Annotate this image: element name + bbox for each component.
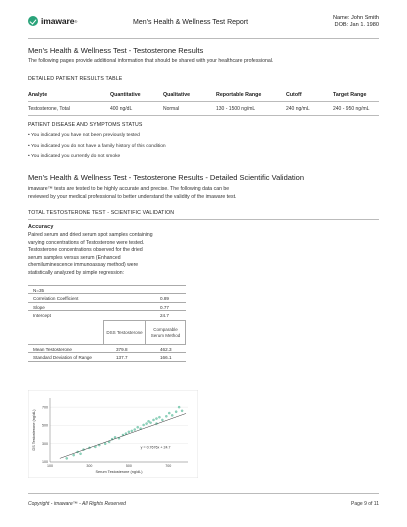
results-table-header — [28, 88, 379, 102]
list-item: • You indicated you currently do not smoke — [28, 154, 121, 160]
trendline-equation: y = 0.7676x + 24.7 — [140, 445, 171, 450]
col-target-range: Target Range — [333, 92, 367, 98]
stats-value: 24.7 — [160, 313, 169, 319]
chart-frame — [28, 390, 198, 478]
list-item: • You indicated you have not been previously tested — [28, 133, 140, 138]
accuracy-line: Paired serum and dried serum spot samples containing — [28, 232, 153, 238]
accuracy-line: chemiluminescence immunoassay method) were — [28, 262, 139, 269]
table-row — [28, 102, 379, 116]
report-title: Men's Health & Wellness Test Report — [133, 19, 249, 26]
x-axis-label: Serum Testosterone (ng/dL) — [95, 470, 143, 474]
header-divider — [28, 38, 379, 39]
data-point — [131, 430, 133, 432]
cell-qualitative: Normal — [163, 106, 180, 112]
data-point — [147, 420, 149, 422]
brand-name: imaware — [41, 16, 75, 26]
data-point — [73, 454, 75, 456]
method-value-serum: 166.1 — [160, 354, 172, 360]
data-point — [149, 422, 151, 424]
data-point — [158, 416, 160, 418]
footer-divider — [28, 493, 379, 494]
stats-row — [28, 303, 186, 312]
validation-intro-2: reviewed by your medical professional to better understand the validity of the imaware test. — [28, 194, 237, 200]
brand-logo — [28, 16, 77, 26]
stats-value: 0.77 — [160, 304, 169, 310]
stats-value: 0.89 — [160, 295, 169, 301]
cell-quantitative: 400 ng/dL — [110, 106, 133, 112]
stats-row — [28, 311, 186, 320]
col-comparable-serum: Comparable Serum Method — [145, 320, 186, 344]
stats-label: Intercept — [33, 313, 51, 319]
accuracy-line: varying concentrations of Testosterone were tested. — [28, 239, 145, 246]
stats-table — [28, 285, 186, 362]
symptoms-list — [28, 133, 166, 165]
col-qualitative: Qualitative — [163, 92, 191, 98]
col-dss-testosterone: DSS Testosterone — [103, 320, 145, 344]
method-label: Standard Deviation of Range — [33, 354, 92, 360]
method-row — [28, 344, 186, 353]
col-cutoff: Cutoff — [286, 92, 302, 98]
checkmark-icon — [28, 16, 38, 26]
validation-title: Men's Health & Wellness Test - Testosterone Results - Detailed Scientific Validation — [28, 173, 305, 182]
list-item: • You indicated you do not have a family history of this condition — [28, 143, 166, 149]
data-point — [128, 431, 130, 433]
y-tick-label: 700 — [42, 405, 48, 410]
cell-target-range: 240 - 950 ng/mL — [333, 106, 370, 112]
validation-subheading: TOTAL TESTOSTERONE TEST - SCIENTIFIC VALIDATION — [28, 210, 175, 216]
data-point — [165, 415, 167, 417]
accuracy-text — [28, 232, 178, 278]
stats-label: Slope — [33, 304, 45, 310]
method-value-dss: 379.8 — [116, 347, 128, 353]
data-point — [143, 424, 145, 426]
cell-reportable-range: 130 - 1500 ng/mL — [216, 106, 256, 112]
method-value-serum: 462.3 — [160, 347, 172, 353]
data-point — [146, 423, 148, 425]
trademark-mark: ® — [74, 18, 78, 24]
method-label: Mean Testosterone — [33, 347, 72, 353]
data-point — [152, 419, 154, 421]
results-title: Men's Health & Wellness Test - Testosterone Results — [28, 46, 204, 55]
patient-name: Name: John Smith — [332, 15, 379, 21]
y-axis-label: DS Testosterone (ng/dL) — [32, 409, 36, 451]
regression-scatter-chart — [28, 390, 198, 478]
y-tick-label: 300 — [42, 441, 48, 446]
x-tick-label: 100 — [47, 464, 53, 468]
method-column-headers — [28, 320, 186, 344]
data-point — [171, 414, 173, 416]
data-point — [175, 411, 177, 413]
data-point — [114, 436, 116, 438]
col-reportable-range: Reportable Range — [216, 92, 262, 98]
data-point — [181, 410, 183, 412]
symptoms-heading: PATIENT DISEASE AND SYMPTOMS STATUS — [28, 122, 143, 128]
accuracy-line: statistically analyzed by simple regression: — [28, 269, 124, 276]
data-point — [161, 419, 163, 421]
patient-dob: DOB: Jan 1. 1980 — [334, 22, 379, 29]
y-tick-label: 500 — [42, 423, 48, 428]
data-point — [134, 428, 136, 430]
data-point — [155, 417, 157, 419]
results-table-heading: DETAILED PATIENT RESULTS TABLE — [28, 76, 123, 82]
accuracy-line: Testosterone concentrations observed for the dried — [28, 247, 143, 254]
footer-copyright: Copyright - imaware™ - All Rights Reserved — [28, 501, 126, 507]
page-header — [28, 13, 379, 35]
data-point — [104, 443, 106, 445]
page-number: Page 9 of 11 — [351, 501, 379, 507]
patient-info — [333, 15, 379, 30]
accuracy-label: Accuracy — [28, 224, 54, 230]
x-tick-label: 300 — [86, 464, 93, 468]
method-value-dss: 137.7 — [116, 354, 128, 360]
col-quantitative: Quantitative — [110, 92, 141, 98]
y-tick-label: 100 — [42, 460, 48, 465]
method-row — [28, 353, 186, 362]
stats-label: N=35 — [33, 288, 45, 293]
cell-cutoff: 240 ng/mL — [286, 106, 310, 112]
x-tick-label: 700 — [165, 464, 172, 468]
validation-divider — [28, 219, 379, 220]
data-point — [66, 457, 68, 459]
results-intro: The following pages provide additional information that should be shared with your healthcare professional. — [28, 58, 274, 64]
data-point — [178, 406, 180, 408]
stats-row — [28, 294, 186, 303]
data-point — [79, 453, 81, 455]
col-analyte: Analyte — [28, 92, 48, 98]
validation-intro-1: imaware™ tests are tested to be highly accurate and precise. The following data can be — [28, 186, 230, 192]
stats-row — [28, 285, 186, 294]
results-table — [28, 88, 379, 116]
data-point — [168, 412, 170, 414]
x-tick-label: 500 — [125, 464, 132, 468]
accuracy-line: serum samples versus serum (Enhanced — [28, 254, 121, 261]
data-point — [137, 426, 139, 428]
stats-label: Correlation Coefficient — [33, 295, 79, 301]
cell-analyte: Testosterone, Total — [28, 106, 70, 112]
